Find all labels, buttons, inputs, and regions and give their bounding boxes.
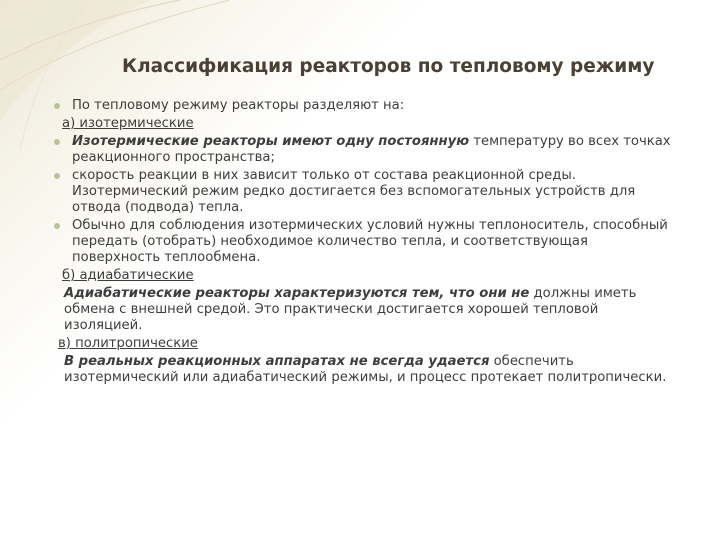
bullet-item bbox=[52, 98, 677, 114]
bullet-text: температуру во всех точках реакционного пространства; bbox=[72, 134, 671, 165]
bullet-item bbox=[52, 134, 677, 166]
bullet-text: Обычно для соблюдения изотермических условий нужны теплоноситель, способный передать (отобрать) необходимое количество тепла, и соответствующая поверхность теплообмена. bbox=[72, 218, 668, 265]
label-isothermal: а) изотермические bbox=[62, 116, 194, 131]
emphasis-text: В реальных реакционных аппаратах не всегда удается bbox=[64, 354, 490, 369]
emphasis-text: Адиабатические реакторы характеризуются тем, что они не bbox=[64, 286, 530, 301]
slide-body bbox=[52, 98, 677, 388]
slide-title: Классификация реакторов по тепловому режиму bbox=[122, 56, 655, 77]
category-label bbox=[62, 116, 677, 132]
bullet-text: скорость реакции в них зависит только от состава реакционной среды. Изотермический режим редко достигается без вспомогательных устройств для отвода (подвода) тепла. bbox=[72, 168, 636, 215]
emphasis-text: Изотермические реакторы имеют одну постоянную bbox=[72, 134, 470, 149]
label-adiabatic: б) адиабатические bbox=[62, 268, 194, 283]
bullet-item bbox=[52, 168, 677, 216]
category-label bbox=[62, 268, 677, 284]
paragraph-text: обеспечить изотермический или адиабатический режимы, и процесс протекает политропически. bbox=[64, 354, 667, 385]
bullet-item bbox=[52, 218, 677, 266]
bullet-icon bbox=[54, 103, 60, 109]
bullet-icon bbox=[54, 139, 60, 145]
paragraph bbox=[64, 354, 677, 386]
category-label bbox=[58, 336, 677, 352]
paragraph bbox=[64, 286, 677, 334]
bullet-text: По тепловому режиму реакторы разделяют на: bbox=[72, 98, 405, 113]
label-polytropic: в) политропические bbox=[58, 336, 198, 351]
bullet-icon bbox=[54, 173, 60, 179]
bullet-icon bbox=[54, 223, 60, 229]
paragraph-text: должны иметь обмена с внешней средой. Это практически достигается хорошей тепловой изоляцией. bbox=[64, 286, 637, 333]
